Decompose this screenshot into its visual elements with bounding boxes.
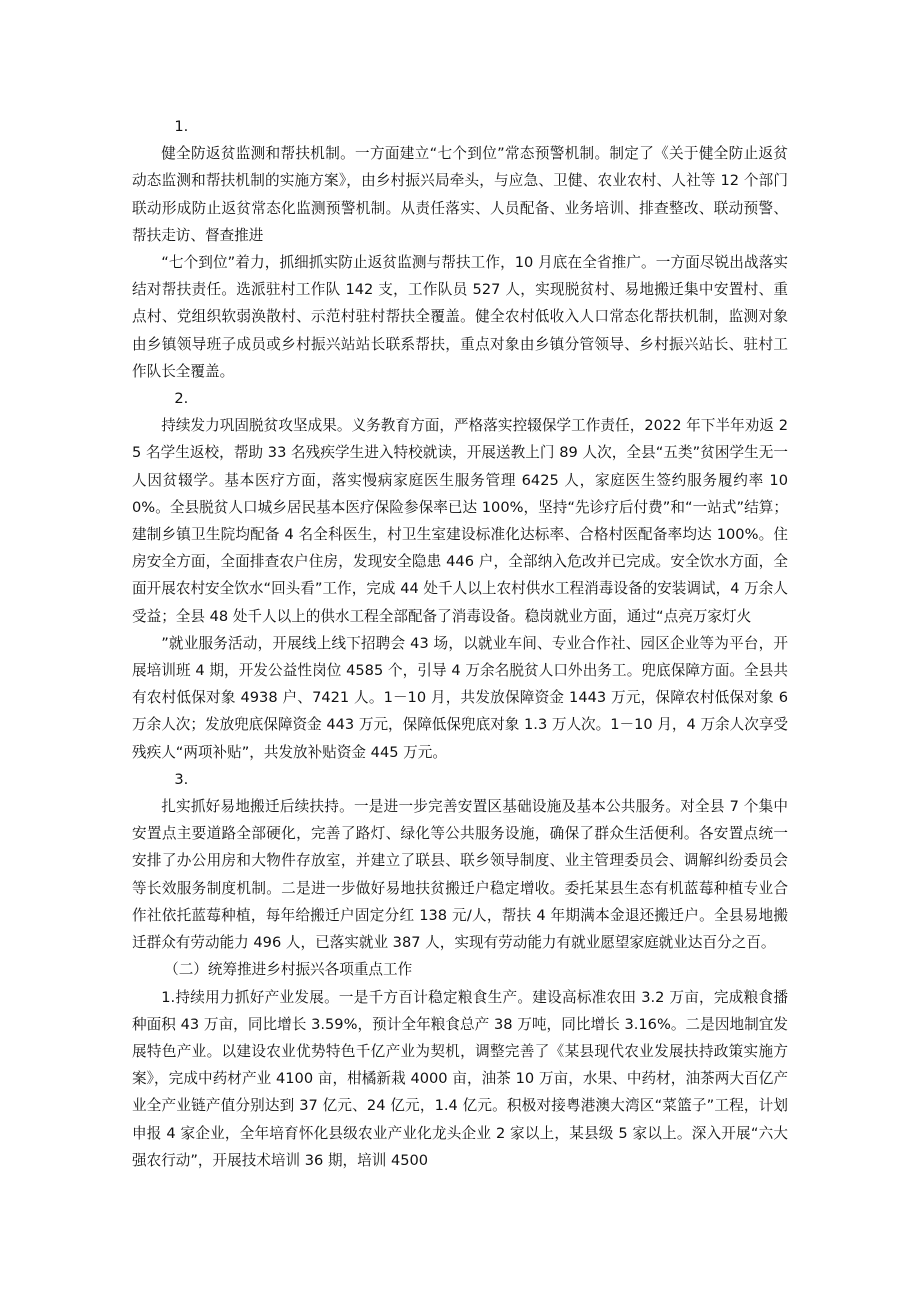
section-number-2: 2. [174,390,189,408]
section-number-1: 1. [174,118,189,135]
section-heading-rural-revitalization: （二）统筹推进乡村振兴各项重点工作 [164,961,413,979]
section-number-3: 3. [174,770,189,788]
paragraph-consolidate-results: 持续发力巩固脱贫攻坚成果。义务教育方面，严格落实控辍保学工作责任，2022 年下半年劝返 25 名学生返校，帮助 33 名残疾学生进入特校就读，开展送教上门 89 人次，全县“五类”贫困学生无一人因贫辍学。基本医疗方面，落实慢病家庭医生服务管理 6425 人，家庭医生签约服务履约率 100%。全县脱贫人口城乡居民基本医疗保险参保率已达 100%，坚持“先诊疗后付费”和“一站式”结算；建制乡镇卫生院均配备 4 名全科医生，村卫生室建设标准化达标率、合格村医配备率均达 100%。住房安全方面，全面排查农户住房，发现安全隐患 446 户，全部纳入危改并已完成。安全饮水方面，全面开展农村安全饮水“回头看”工作，完成 44 处千人以上农村供水工程消毒设备的安装调试，4 万余人受益；全县 48 处千人以上的供水工程全部配备了消毒设备。稳岗就业方面，通过“点亮万家灯火 [132,417,788,625]
paragraph-relocation-support: 扎实抓好易地搬迁后续扶持。一是进一步完善安置区基础设施及基本公共服务。对全县 7 个集中安置点主要道路全部硬化，完善了路灯、绿化等公共服务设施，确保了群众生活便利。各安置点统一安排了办公用房和大物件存放室，并建立了联县、联乡领导制度、业主管理委员会、调解纠纷委员会等长效服务制度机制。二是进一步做好易地扶贫搬迁户稳定增收。委托某县生态有机蓝莓种植专业合作社依托蓝莓种植，每年给搬迁户固定分红 138 元/人，帮扶 4 年期满本金退还搬迁户。全县易地搬迁群众有劳动能力 496 人，已落实就业 387 人，实现有劳动能力有就业愿望家庭就业达百分之百。 [132,798,788,952]
paragraph-employment-services: ”就业服务活动，开展线上线下招聘会 43 场，以就业车间、专业合作社、园区企业等为平台，开展培训班 4 期，开发公益性岗位 4585 个，引导 4 万余名脱贫人口外出务工。兜底保障方面。全县共有农村低保对象 4938 户、7421 人。1－10 月，共发放保障资金 1443 万元，保障农村低保对象 6 万余人次；发放兜底保障资金 443 万元，保障低保兜底对象 1.3 万人次。1－10 月，4 万余人次享受残疾人“两项补贴”，共发放补贴资金 445 万元。 [132,634,789,761]
paragraph-industry-development: 1.持续用力抓好产业发展。一是千方百计稳定粮食生产。建设高标准农田 3.2 万亩，完成粮食播种面积 43 万亩，同比增长 3.59%，预计全年粮食总产 38 万吨，同比增长 3.16%。二是因地制宜发展特色产业。以建设农业优势特色千亿产业为契机，调整完善了《某县现代农业发展扶持政策实施方案》，完成中药材产业 4100 亩，柑橘新栽 4000 亩，油茶 10 万亩，水果、中药材，油茶两大百亿产业全产业链产值分别达到 37 亿元、24 亿元，1.4 亿元。积极对接粤港澳大湾区“菜篮子”工程，计划申报 4 家企业，全年培育怀化县级农业产业化龙头企业 2 家以上，某县级 5 家以上。深入开展“六大强农行动”，开展技术培训 36 期，培训 4500 [132,988,788,1169]
paragraph-seven-in-place: “七个到位”着力，抓细抓实防止返贫监测与帮扶工作，10 月底在全省推广。一方面尽锐出战落实结对帮扶责任。选派驻村工作队 142 支，工作队员 527 人，实现脱贫村、易地搬迁集中安置村、重点村、党组织软弱涣散村、示范村驻村帮扶全覆盖。健全农村低收入人口常态化帮扶机制，监测对象由乡镇领导班子成员或乡村振兴站站长联系帮扶，重点对象由乡镇分管领导、乡村振兴站长、驻村工作队长全覆盖。 [132,254,788,380]
document-body [132,113,788,1174]
paragraph-monitoring-mechanism: 健全防返贫监测和帮扶机制。一方面建立“七个到位”常态预警机制。制定了《关于健全防止返贫动态监测和帮扶机制的实施方案》，由乡村振兴局牵头，与应急、卫健、农业农村、人社等 12 个部门联动形成防止返贫常态化监测预警机制。从责任落实、人员配备、业务培训、排查整改、联动预警、帮扶走访、督查推进 [132,145,788,244]
